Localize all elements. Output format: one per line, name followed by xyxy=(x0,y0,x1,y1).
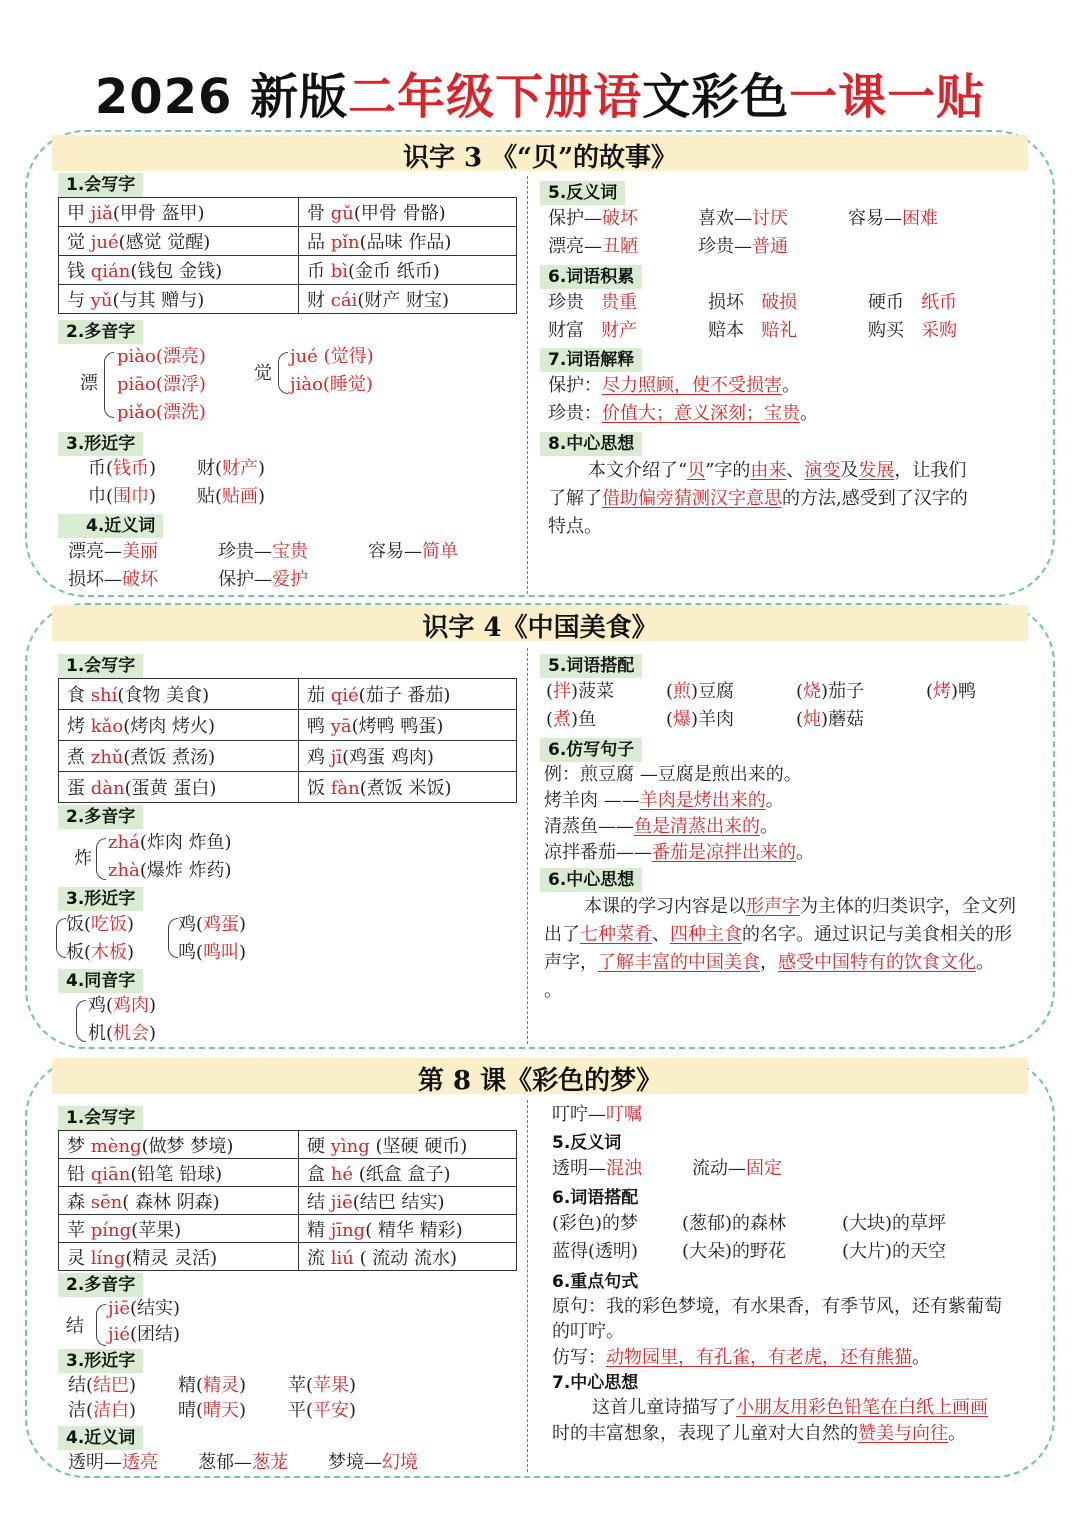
l2-heading-polyphonic: 2.多音字 xyxy=(58,805,143,829)
polyphonic-reading: zhà(爆炸 炸药) xyxy=(108,860,232,881)
l1-writing-table xyxy=(58,197,517,314)
l2-heading-collocation: 5.词语搭配 xyxy=(540,654,642,678)
collocation-item: (拌)菠菜 xyxy=(546,681,615,702)
vocab-pair: 财富 财产 xyxy=(548,320,638,341)
synonym-pair: 透明—透亮 xyxy=(68,1452,158,1473)
table-cell: 茄 qié(茄子 番茄) xyxy=(299,679,517,710)
antonym-pair: 珍贵—普通 xyxy=(698,236,788,257)
polyphonic-reading: piào(漂亮) xyxy=(117,346,206,367)
title-part3: 文彩色 xyxy=(642,69,790,125)
collocation-item: (烧)茄子 xyxy=(796,681,865,702)
antonym-pair: 喜欢—讨厌 xyxy=(698,208,788,229)
table-cell: 饭 fàn(煮饭 米饭) xyxy=(299,772,517,803)
polyphonic-reading: piǎo(漂洗) xyxy=(117,402,206,423)
table-row xyxy=(59,1215,517,1243)
synonym-pair: 葱郁—葱茏 xyxy=(198,1452,288,1473)
antonym-pair: 流动—固定 xyxy=(692,1158,782,1179)
imitation-line: 凉拌番茄——番茄是凉拌出来的。 xyxy=(544,842,814,863)
imitation-line: 清蒸鱼——鱼是清蒸出来的。 xyxy=(544,816,778,837)
theme-line: 了解了借助偏旁猜测汉字意思的方法,感受到了汉字的 xyxy=(548,488,968,509)
similar-char: 饭(吃饭) xyxy=(66,914,135,935)
l3-heading-similar: 3.形近字 xyxy=(58,1349,143,1373)
similar-char: 巾(围巾) xyxy=(88,486,157,507)
polyphonic-reading: jié(团结) xyxy=(108,1324,181,1345)
polyphonic-reading: jiē(结实) xyxy=(108,1298,181,1319)
table-row xyxy=(59,1243,517,1271)
synonym-pair: 梦境—幻境 xyxy=(328,1452,418,1473)
similar-char: 贴(贴画) xyxy=(197,486,266,507)
synonym-pair: 叮咛—叮嘱 xyxy=(552,1104,642,1125)
table-row xyxy=(59,772,517,803)
l3-writing-table xyxy=(58,1130,517,1271)
collocation-item: (大朵)的野花 xyxy=(682,1241,787,1262)
title-part1: 新版 xyxy=(250,69,349,125)
homophone-char: 机(机会) xyxy=(88,1023,157,1044)
table-row xyxy=(59,679,517,710)
table-cell: 结 jiē(结巴 结实) xyxy=(299,1187,517,1215)
vocab-pair: 珍贵 贵重 xyxy=(548,292,638,313)
collocation-item: (大块)的草坪 xyxy=(842,1213,947,1234)
sentence-imitation: 仿写：动物园里，有孔雀，有老虎，还有熊猫。 xyxy=(552,1347,930,1368)
l1-heading-writing: 1.会写字 xyxy=(58,173,143,197)
l2-heading-similar: 3.形近字 xyxy=(58,887,143,911)
l3-heading-synonyms: 4.近义词 xyxy=(58,1426,143,1450)
l1-heading-similar: 3.形近字 xyxy=(58,432,143,456)
similar-char: 平(平安) xyxy=(288,1400,357,1421)
table-cell: 觉 jué(感觉 觉醒) xyxy=(59,227,299,256)
l3-heading-sentence: 6.重点句式 xyxy=(552,1272,639,1292)
brace xyxy=(104,352,114,418)
similar-char: 鸣(鸣叫) xyxy=(178,942,247,963)
similar-char: 精(精灵) xyxy=(178,1375,247,1396)
polyphonic-reading: jiào(睡觉) xyxy=(290,374,373,395)
table-cell: 蛋 dàn(蛋黄 蛋白) xyxy=(59,772,299,803)
collocation-item: (煮)鱼 xyxy=(546,709,597,730)
l3-heading-polyphonic: 2.多音字 xyxy=(58,1273,143,1297)
l2-heading-theme: 6.中心思想 xyxy=(540,868,642,892)
table-row xyxy=(59,741,517,772)
table-cell: 硬 yìng (坚硬 硬币) xyxy=(299,1131,517,1159)
brace xyxy=(96,838,106,880)
table-row xyxy=(59,256,517,285)
lesson2-title: 识字 4《中国美食》 xyxy=(422,613,658,643)
table-cell: 鸭 yā(烤鸭 鸭蛋) xyxy=(299,710,517,741)
homophone-char: 鸡(鸡肉) xyxy=(88,995,157,1016)
table-cell: 骨 gǔ(甲骨 骨骼) xyxy=(299,198,517,227)
collocation-item: (大片)的天空 xyxy=(842,1241,947,1262)
similar-char: 晴(晴天) xyxy=(178,1400,247,1421)
sentence-original: 原句：我的彩色梦境，有水果香，有季节风，还有紫葡萄 xyxy=(552,1296,1002,1317)
table-cell: 盒 hé (纸盒 盒子) xyxy=(299,1159,517,1187)
theme-line: 。 xyxy=(544,980,562,1001)
collocation-item: (煎)豆腐 xyxy=(666,681,735,702)
table-cell: 食 shí(食物 美食) xyxy=(59,679,299,710)
table-cell: 甲 jiǎ(甲骨 盔甲) xyxy=(59,198,299,227)
table-cell: 与 yǔ(与其 赠与) xyxy=(59,285,299,314)
theme-line: 时的丰富想象，表现了儿童对大自然的赞美与向往。 xyxy=(552,1423,966,1444)
table-cell: 鸡 jī(鸡蛋 鸡肉) xyxy=(299,741,517,772)
l1-heading-theme: 8.中心思想 xyxy=(540,432,642,456)
theme-line: 出了七种菜肴、四种主食的名字。通过识记与美食相关的形 xyxy=(544,924,1012,945)
l2-heading-homophone: 4.同音字 xyxy=(58,969,143,993)
collocation-item: (烤)鸭 xyxy=(926,681,977,702)
title-part2: 二年级下册语 xyxy=(348,69,643,125)
polyphonic-reading: zhá(炸肉 炸鱼) xyxy=(108,832,232,853)
synonym-pair: 保护—爱护 xyxy=(218,569,308,590)
table-cell: 币 bì(金币 纸币) xyxy=(299,256,517,285)
imitation-example: 例：煎豆腐 —豆腐是煎出来的。 xyxy=(544,764,802,785)
table-cell: 灵 líng(精灵 灵活) xyxy=(59,1243,299,1271)
l2-heading-writing: 1.会写字 xyxy=(58,654,143,678)
title-year: 2026 xyxy=(94,69,233,125)
antonym-pair: 透明—混浊 xyxy=(552,1158,642,1179)
similar-char: 鸡(鸡蛋) xyxy=(178,914,247,935)
lesson1-divider xyxy=(527,176,528,594)
polyphonic-reading: piāo(漂浮) xyxy=(117,374,206,395)
synonym-pair: 容易—简单 xyxy=(368,541,458,562)
table-cell: 财 cái(财产 财宝) xyxy=(299,285,517,314)
table-cell: 烤 kǎo(烤肉 烤火) xyxy=(59,710,299,741)
vocab-pair: 购买 采购 xyxy=(868,320,958,341)
table-cell: 流 liú ( 流动 流水) xyxy=(299,1243,517,1271)
page-title xyxy=(0,58,1080,127)
theme-line: 本文介绍了“贝”字的由来、演变及发展，让我们 xyxy=(588,460,967,481)
table-row xyxy=(59,710,517,741)
l1-heading-vocab: 6.词语积累 xyxy=(540,265,642,289)
table-row xyxy=(59,198,517,227)
synonym-pair: 珍贵—宝贵 xyxy=(218,541,308,562)
similar-char: 洁(洁白) xyxy=(68,1400,137,1421)
antonym-pair: 容易—困难 xyxy=(848,208,938,229)
imitation-line: 烤羊肉 ——羊肉是烤出来的。 xyxy=(544,790,784,811)
lesson3-divider xyxy=(527,1100,528,1472)
vocab-pair: 赔本 赔礼 xyxy=(708,320,798,341)
synonym-pair: 损坏—破坏 xyxy=(68,569,158,590)
table-cell: 精 jīng( 精华 精彩) xyxy=(299,1215,517,1243)
polyphonic-char: 炸 xyxy=(74,848,92,869)
lesson2-divider xyxy=(527,648,528,1044)
collocation-item: 蓝得(透明) xyxy=(552,1241,639,1262)
l1-heading-polyphonic: 2.多音字 xyxy=(58,320,143,344)
vocab-pair: 损坏 破损 xyxy=(708,292,798,313)
brace xyxy=(168,918,178,958)
theme-line: 特点。 xyxy=(548,516,602,537)
table-cell: 钱 qián(钱包 金钱) xyxy=(59,256,299,285)
table-row xyxy=(59,285,517,314)
polyphonic-char: 觉 xyxy=(254,363,272,384)
similar-char: 结(结巴) xyxy=(68,1375,137,1396)
synonym-pair: 漂亮—美丽 xyxy=(68,541,158,562)
similar-char: 苹(苹果) xyxy=(288,1375,357,1396)
collocation-item: (葱郁)的森林 xyxy=(682,1213,787,1234)
table-cell: 苹 píng(苹果) xyxy=(59,1215,299,1243)
l3-heading-theme: 7.中心思想 xyxy=(552,1373,639,1393)
collocation-item: (爆)羊肉 xyxy=(666,709,735,730)
brace xyxy=(96,1304,106,1346)
l1-heading-synonyms: 4.近义词 xyxy=(58,514,163,538)
l2-heading-imitation: 6.仿写句子 xyxy=(540,738,642,762)
table-cell: 煮 zhǔ(煮饭 煮汤) xyxy=(59,741,299,772)
vocab-pair: 硬币 纸币 xyxy=(868,292,958,313)
l3-heading-writing: 1.会写字 xyxy=(58,1106,143,1130)
explain-line: 珍贵：价值大；意义深刻；宝贵。 xyxy=(548,403,818,424)
table-cell: 铅 qiān(铅笔 铅球) xyxy=(59,1159,299,1187)
similar-char: 财(财产) xyxy=(197,458,266,479)
polyphonic-reading: jué (觉得) xyxy=(290,346,374,367)
table-row xyxy=(59,1159,517,1187)
polyphonic-char: 漂 xyxy=(80,373,98,394)
table-row xyxy=(59,1187,517,1215)
similar-char: 板(木板) xyxy=(66,942,135,963)
sentence-original: 的叮咛。 xyxy=(552,1321,624,1342)
table-cell: 梦 mèng(做梦 梦境) xyxy=(59,1131,299,1159)
theme-line: 本课的学习内容是以形声字为主体的归类识字，全文列 xyxy=(584,896,1016,917)
collocation-item: (炖)蘑菇 xyxy=(796,709,865,730)
l3-heading-collocation: 6.词语搭配 xyxy=(552,1188,639,1208)
title-part4: 一课一贴 xyxy=(789,69,986,125)
l2-writing-table xyxy=(58,678,517,803)
table-row xyxy=(59,1131,517,1159)
l1-heading-explain: 7.词语解释 xyxy=(540,348,642,372)
table-cell: 品 pǐn(品味 作品) xyxy=(299,227,517,256)
antonym-pair: 漂亮—丑陋 xyxy=(548,236,638,257)
lesson3-title: 第 8 课《彩色的梦》 xyxy=(417,1066,663,1096)
similar-char: 币(钱币) xyxy=(88,458,157,479)
polyphonic-char: 结 xyxy=(66,1316,84,1337)
lesson1-title: 识字 3 《“贝”的故事》 xyxy=(402,143,678,173)
table-row xyxy=(59,227,517,256)
explain-line: 保护：尽力照顾，使不受损害。 xyxy=(548,375,800,396)
theme-line: 这首儿童诗描写了小朋友用彩色铅笔在白纸上画画 xyxy=(592,1397,988,1418)
theme-line: 声字，了解丰富的中国美食，感受中国特有的饮食文化。 xyxy=(544,952,994,973)
collocation-item: (彩色)的梦 xyxy=(552,1213,639,1234)
table-cell: 森 sēn( 森林 阴森) xyxy=(59,1187,299,1215)
brace xyxy=(278,352,288,394)
l1-heading-antonyms: 5.反义词 xyxy=(540,181,625,205)
brace xyxy=(76,1000,86,1042)
antonym-pair: 保护—破坏 xyxy=(548,208,638,229)
l3-heading-antonyms: 5.反义词 xyxy=(552,1133,622,1153)
brace xyxy=(56,918,66,958)
